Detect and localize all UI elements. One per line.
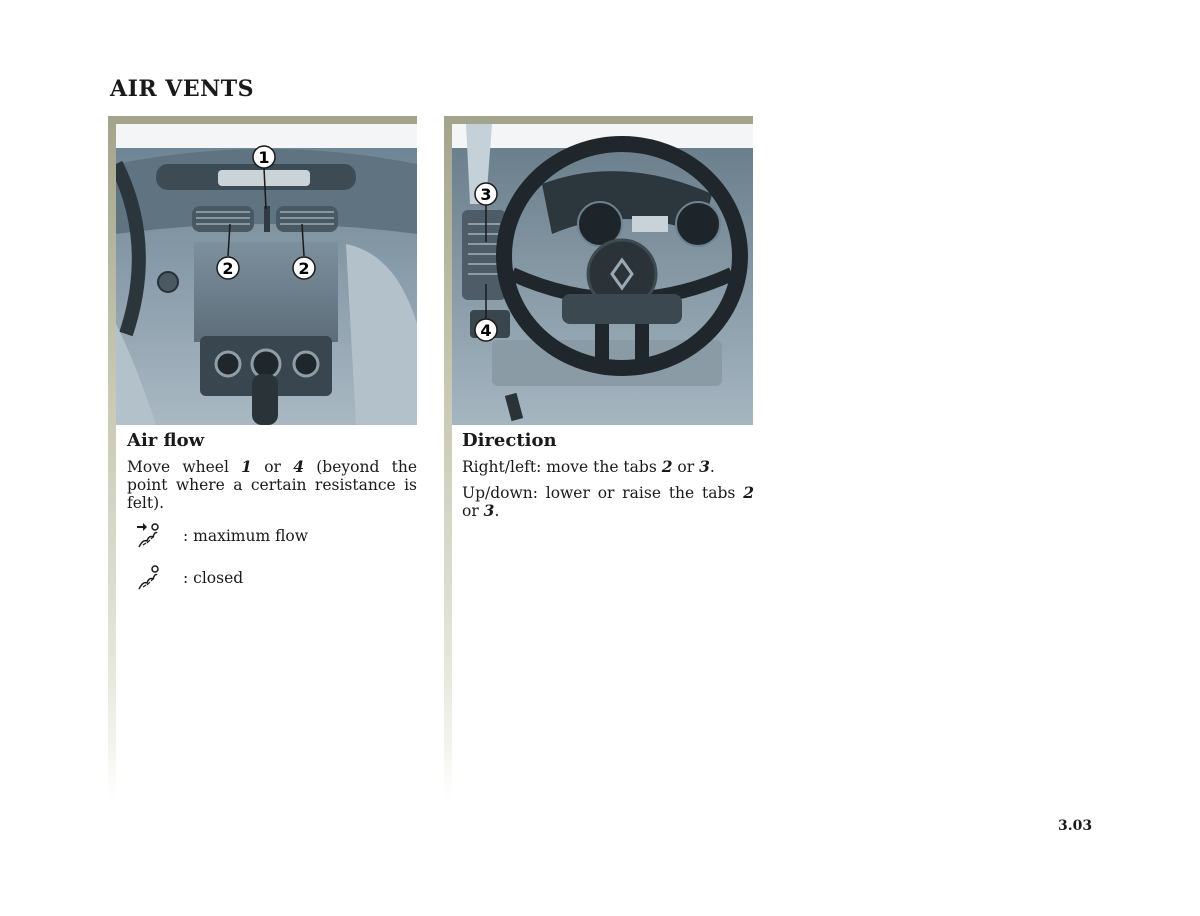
text-run: (beyond the point where a certain resistance is felt). [127, 458, 417, 512]
text-run: Move wheel [127, 458, 242, 476]
page-title: AIR VENTS [110, 76, 255, 102]
callout-4: 4 [480, 321, 492, 340]
callout-2-right: 2 [298, 259, 310, 278]
column-top-bar [108, 116, 417, 124]
maximum-flow-icon [135, 521, 165, 551]
air-flow-paragraph [127, 458, 417, 512]
maximum-flow-row [127, 520, 417, 552]
tab-ref-3: 3 [483, 501, 495, 520]
direction-heading: Direction [462, 430, 557, 451]
text-run: . [494, 502, 500, 520]
steering-wheel-illustration [452, 124, 753, 425]
page-number: 3.03 [1058, 818, 1093, 834]
text-run: Right/left: move the tabs [462, 458, 662, 476]
direction-section [462, 432, 754, 528]
dashboard-photo [116, 124, 417, 425]
closed-flow-label: : closed [183, 569, 244, 587]
steering-wheel-photo [452, 124, 753, 425]
tab-ref-2: 2 [661, 457, 673, 476]
air-flow-heading: Air flow [127, 430, 205, 451]
text-run: Up/down: lower or raise the tabs [462, 484, 744, 502]
dashboard-illustration [116, 124, 417, 425]
text-run: or [462, 502, 484, 520]
tab-ref-2: 2 [743, 483, 754, 502]
text-run: or [672, 458, 700, 476]
callout-2-left: 2 [222, 259, 234, 278]
wheel-ref-1: 1 [241, 457, 252, 476]
air-flow-section [127, 432, 417, 594]
column-top-bar [444, 116, 753, 124]
direction-up-down-paragraph [462, 484, 754, 520]
text-run: . [709, 458, 715, 476]
callout-3: 3 [480, 185, 492, 204]
text-run: or [251, 458, 294, 476]
wheel-ref-4: 4 [293, 457, 304, 476]
closed-flow-row [127, 562, 417, 594]
right-column [444, 116, 753, 802]
left-column [108, 116, 417, 802]
closed-flow-icon [135, 563, 165, 593]
column-side-bar [108, 116, 116, 802]
tab-ref-3: 3 [699, 457, 710, 476]
column-side-bar [444, 116, 452, 802]
direction-right-left-paragraph [462, 458, 754, 476]
maximum-flow-label: : maximum flow [183, 527, 309, 545]
callout-1: 1 [258, 148, 270, 167]
